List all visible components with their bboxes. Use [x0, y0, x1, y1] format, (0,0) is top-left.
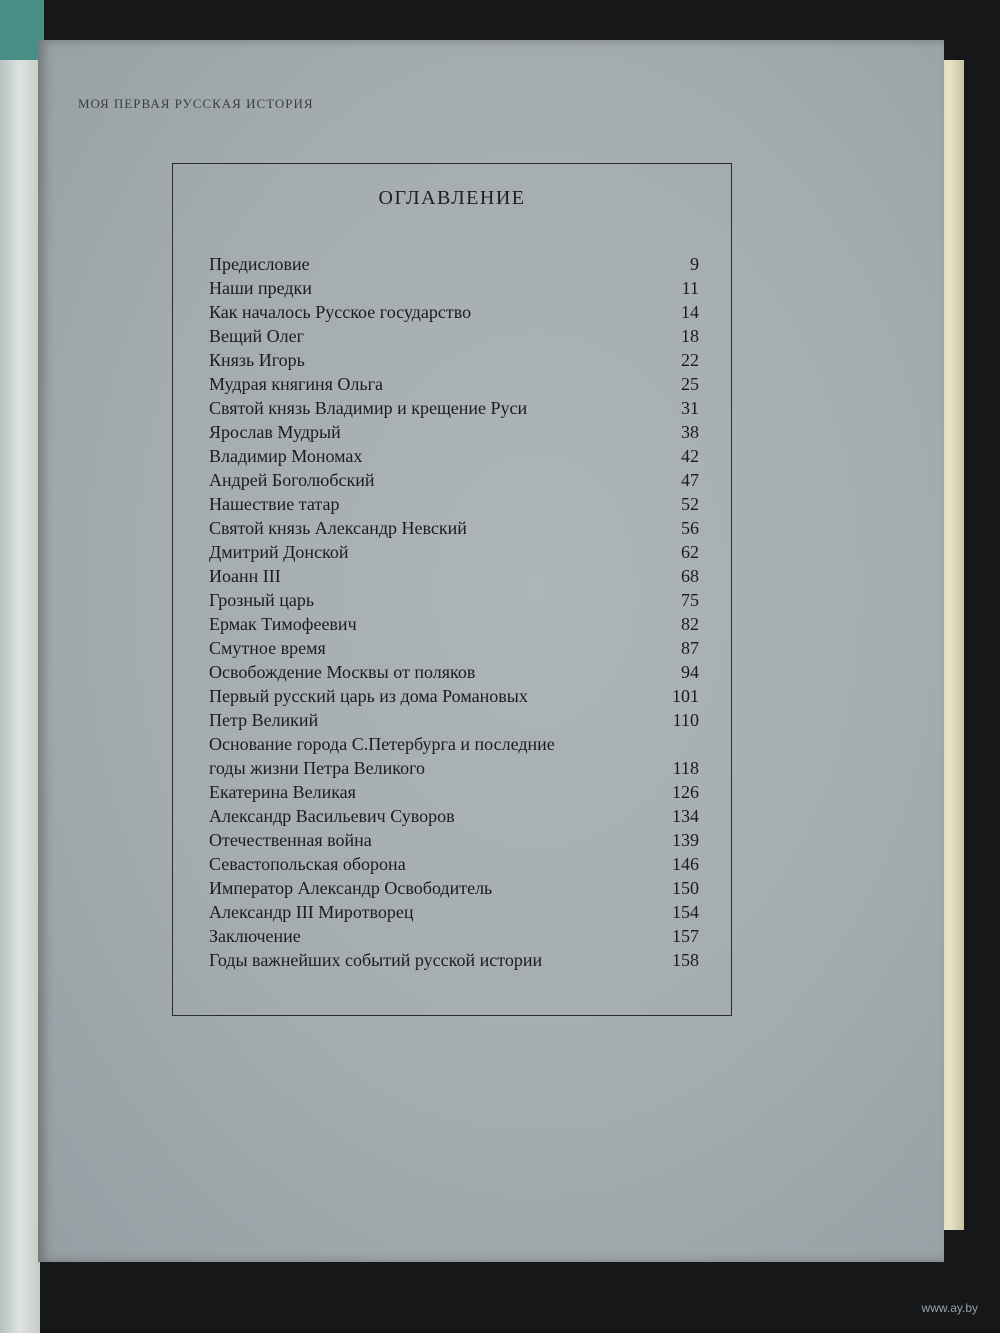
- toc-entry-label: Александр Васильевич Суворов: [209, 806, 455, 826]
- toc-entry-label: Ярослав Мудрый: [209, 422, 341, 442]
- toc-entry-page: 42: [681, 446, 699, 466]
- toc-entry-page: 68: [681, 566, 699, 586]
- toc-entry-label: Иоанн III: [209, 566, 281, 586]
- toc-entry-page: 22: [681, 350, 699, 370]
- toc-entry-label: Петр Великий: [209, 710, 319, 730]
- toc-entry-page: 14: [681, 302, 699, 322]
- toc-entry: [209, 252, 699, 276]
- toc-entry-label: Грозный царь: [209, 590, 315, 610]
- toc-entry: [209, 948, 699, 972]
- toc-entry: [209, 636, 699, 660]
- toc-entry: [209, 468, 699, 492]
- toc-entry-page: 18: [681, 326, 699, 346]
- toc-entry-page: 110: [672, 710, 699, 730]
- toc-entry: [209, 396, 699, 420]
- toc-entry-label: Дмитрий Донской: [209, 542, 349, 562]
- watermark: www.ay.by: [921, 1301, 978, 1315]
- toc-entry-page: 25: [681, 374, 699, 394]
- toc-list: [209, 252, 699, 972]
- toc-entry: [209, 756, 699, 780]
- toc-entry-page: 118: [672, 758, 699, 778]
- toc-entry-label: Андрей Боголюбский: [209, 470, 375, 490]
- toc-entry: [209, 828, 699, 852]
- toc-entry-label: Освобождение Москвы от поляков: [209, 662, 476, 682]
- toc-entry-label: Предисловие: [209, 254, 310, 274]
- toc-entry-page: 75: [681, 590, 699, 610]
- toc-entry-label: Владимир Мономах: [209, 446, 363, 466]
- toc-entry: [209, 540, 699, 564]
- toc-entry: [209, 612, 699, 636]
- toc-entry: [209, 372, 699, 396]
- toc-entry-label: Император Александр Освободитель: [209, 878, 493, 898]
- toc-entry-page: 101: [672, 686, 699, 706]
- toc-entry-label: годы жизни Петра Великого: [209, 758, 426, 778]
- toc-entry-page: 9: [690, 254, 699, 274]
- toc-entry-page: 82: [681, 614, 699, 634]
- toc-entry-label: Святой князь Александр Невский: [209, 518, 467, 538]
- toc-entry-label: Годы важнейших событий русской истории: [209, 950, 543, 970]
- toc-entry: [209, 684, 699, 708]
- toc-entry-label: Александр III Миротворец: [209, 902, 414, 922]
- toc-entry: [209, 276, 699, 300]
- toc-entry-page: 56: [681, 518, 699, 538]
- toc-entry: [209, 660, 699, 684]
- toc-entry-label: Смутное время: [209, 638, 326, 658]
- toc-entry-page: 31: [681, 398, 699, 418]
- toc-entry-label: Нашествие татар: [209, 494, 340, 514]
- toc-entry-page: 38: [681, 422, 699, 442]
- toc-entry-page: 87: [681, 638, 699, 658]
- toc-entry: [209, 588, 699, 612]
- toc-entry: [209, 444, 699, 468]
- toc-entry: [209, 420, 699, 444]
- toc-entry-label: Заключение: [209, 926, 301, 946]
- toc-entry: [209, 564, 699, 588]
- toc-entry-label: Ермак Тимофеевич: [209, 614, 357, 634]
- toc-entry-page: 11: [681, 278, 699, 298]
- toc-entry-label: Князь Игорь: [209, 350, 305, 370]
- toc-entry-page: 52: [681, 494, 699, 514]
- toc-entry: [209, 804, 699, 828]
- toc-entry-page: 150: [672, 878, 699, 898]
- toc-entry-page: 47: [681, 470, 699, 490]
- toc-entry: [209, 924, 699, 948]
- toc-entry-page: 157: [672, 926, 699, 946]
- toc-entry-page: 158: [672, 950, 699, 970]
- toc-entry: [209, 516, 699, 540]
- toc-entry: [209, 324, 699, 348]
- toc-entry-label: Наши предки: [209, 278, 312, 298]
- book-block-edge: [0, 0, 40, 1333]
- toc-entry-page: 154: [672, 902, 699, 922]
- toc-entry-label: Основание города С.Петербурга и последние: [209, 734, 555, 754]
- toc-entry: [209, 852, 699, 876]
- toc-entry-label: Отечественная война: [209, 830, 372, 850]
- toc-entry-page: 62: [681, 542, 699, 562]
- table-of-contents: [172, 163, 732, 1016]
- toc-entry-label: Мудрая княгиня Ольга: [209, 374, 383, 394]
- toc-title: ОГЛАВЛЕНИЕ: [378, 187, 526, 209]
- running-head: МОЯ ПЕРВАЯ РУССКАЯ ИСТОРИЯ: [78, 96, 314, 111]
- toc-entry-page: 126: [672, 782, 699, 802]
- toc-entry: [209, 492, 699, 516]
- toc-entry-label: Святой князь Владимир и крещение Руси: [209, 398, 528, 418]
- toc-entry-label: Вещий Олег: [209, 326, 304, 346]
- toc-entry-page: 139: [672, 830, 699, 850]
- toc-entry-label: Севастопольская оборона: [209, 854, 406, 874]
- toc-entry-label: Екатерина Великая: [209, 782, 356, 802]
- toc-entry: [209, 732, 699, 756]
- toc-entry: [209, 708, 699, 732]
- toc-entry: [209, 900, 699, 924]
- toc-entry: [209, 300, 699, 324]
- toc-entry-page: 134: [672, 806, 699, 826]
- toc-entry-page: 94: [681, 662, 699, 682]
- toc-entry: [209, 348, 699, 372]
- toc-entry: [209, 876, 699, 900]
- toc-entry-label: Первый русский царь из дома Романовых: [209, 686, 528, 706]
- toc-entry-page: 146: [672, 854, 699, 874]
- toc-entry-label: Как началось Русское государство: [209, 302, 472, 322]
- toc-entry: [209, 780, 699, 804]
